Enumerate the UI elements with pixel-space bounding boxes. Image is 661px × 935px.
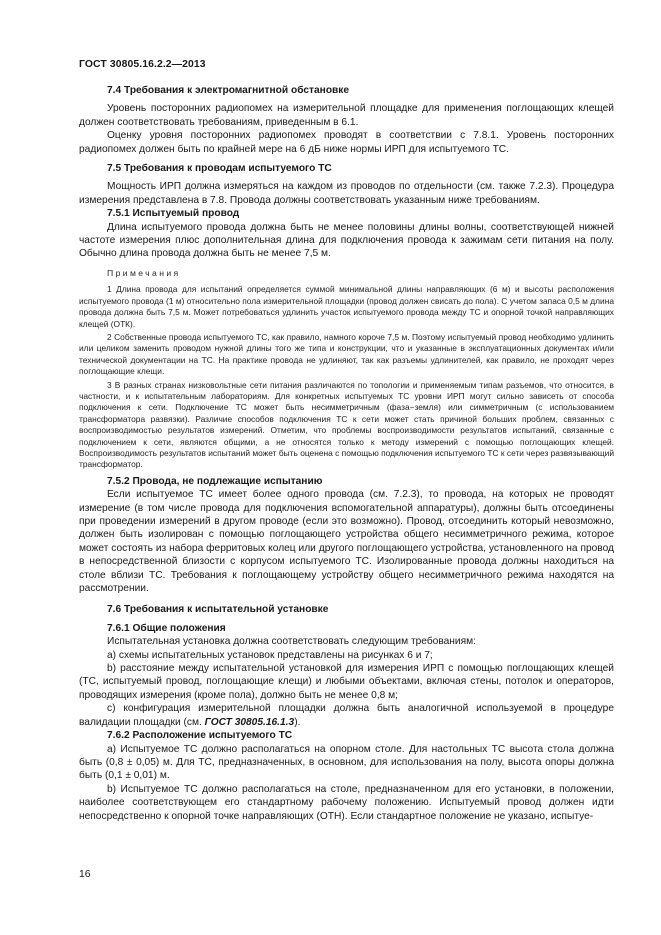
subsection-7-6-1-item-b: b) расстояние между испытательной установкой для измерения ИРП с помощью поглощающих клещей (ТС, испытуемый провод, поглощающие клещи) и любыми объектами, включая стены, потолок и операторов, проводящих измерения (кроме пола), должно быть не менее 0,8 м; [79,663,614,701]
subsection-7-6-1-item-a: а) схемы испытательных установок представлены на рисунках 6 и 7; [107,649,433,661]
section-7-4-paragraph-1: Уровень посторонних радиопомех на измерительной площадке для применения поглощающих клещей должен соответствовать требованиям, приведенным в 6.1. [79,103,614,128]
document-header-code: ГОСТ 30805.16.2.2—2013 [79,59,206,70]
section-7-4-paragraph-2: Оценку уровня посторонних радиопомех проводят в соответствии с 7.8.1. Уровень посторонних радиопомех должен быть по крайней мере на 6 дБ ниже нормы ИРП для испытуемого ТС. [79,130,614,155]
subsection-7-6-1-heading: 7.6.1 Общие положения [107,622,226,634]
section-7-4-heading: 7.4 Требования к электромагнитной обстановке [107,85,350,96]
subsection-7-6-2-item-a: а) Испытуемое ТС должно располагаться на опорном столе. Для настольных ТС высота стола должна быть (0,8 ± 0,05) м. Для ТС, предназначенных, в основном, для использования на полу, высота опоры должна быть (0,1 ± 0,01) м. [79,743,614,782]
notes-heading: Примечания [107,267,181,278]
subsection-7-6-2-heading: 7.6.2 Расположение испытуемого ТС [107,730,293,742]
subsection-7-5-2-heading: 7.5.2 Провода, не подлежащие испытанию [107,475,323,487]
section-7-5-paragraph-1: Мощность ИРП должна измеряться на каждом из проводов по отдельности (см. также 7.2.3). Процедура измерения представлена в 7.8. Провода должны соответствовать указанным ниже требованиям. [79,181,614,206]
subsection-7-5-1-paragraph-1: Длина испытуемого провода должна быть не менее половины длины волны, соответствующей нижней частоте измерения плюс дополнительная длина для подключения провода к зажимам сети питания на полу. Обычно длина провода должна быть не менее 7,5 м. [79,221,614,260]
document-body [79,84,614,823]
section-7-6-heading: 7.6 Требования к испытательной установке [107,604,329,616]
subsection-7-5-1-heading: 7.5.1 Испытуемый провод [107,208,240,220]
item-c-text-suffix: ). [294,716,301,728]
subsection-7-6-2-item-b: b) Испытуемое ТС должно располагаться на столе, предназначенном для его установки, в положении, наиболее соответствующем его стандартному рабочему положению. Испытуемый провод должен идти непосредственно к опорной точке направляющих (ОТН). Если стандартное положение не указано, испытуе- [79,783,614,822]
section-7-5-heading: 7.5 Требования к проводам испытуемого ТС [107,163,332,175]
gost-reference-link: ГОСТ 30805.16.1.3 [204,716,295,728]
note-3: 3 В разных странах низковольтные сети питания различаются по топологии и применяемым типам разъемов, что относится, в частности, и к испытательным лабораториям. Для конкретных испытуемых ТС уровни ИРП могут сильно зависеть от способа подключения к сети. Подключение ТС может быть несимметричным (фаза−земля) или симметричным (с использованием трансформатора развязки). Различие способов подключения ТС к сети может стать причиной больших проблем, связанных с воспроизводимостью результатов измерений. Отметим, что проблемы воспроизводимости результатов испытаний, связанные с подключением к сети, являются общими, а не относятся только к методу измерений с помощью поглощающих клещей. Воспроизводимость результатов испытаний может быть оценена с помощью подключения испытуемого ТС к сети через развязывающий трансформатор. [79,379,614,470]
item-c-text-prefix: с) конфигурация измерительной площадки должна быть аналогичной используемой в процедуре валидации площадки (см. [79,703,614,728]
note-2: 2 Собственные провода испытуемого ТС, как правило, намного короче 7,5 м. Поэтому испытуемый провод необходимо удлинить или целиком заменить проводом нужной длины того же типа и конструкции, что и указанные в эксплуатационных документах и/или технической документации на ТС. На практике провода не удлиняют, так как разъемы удлинителей, как правило, не проходят через поглощающие клещи. [79,331,614,377]
subsection-7-6-1-paragraph-1: Испытательная установка должна соответствовать следующим требованиям: [107,636,476,648]
subsection-7-5-2-paragraph-1: Если испытуемое ТС имеет более одного провода (см. 7.2.3), то провода, на которых не проводят измерение (в том числе провода для подключения вспомогательной аппаратуры), должны быть отсоединены при проведении измерений в другом проводе (если это возможно). Провод, отсоединить который невозможно, должен быть изолирован с помощью поглощающего устройства общего несимметричного режима, которое может состоять из набора ферритовых колец или другого поглощающего устройства, установленного на провод в непосредственной близости с корпусом испытуемого ТС. Изолированные провода должны находиться на столе вблизи ТС. Требования к поглощающему устройству общего несимметричного режима находятся на рассмотрении. [79,489,614,595]
page-number: 16 [79,869,91,880]
subsection-7-6-1-item-c [79,702,614,729]
note-1: 1 Длина провода для испытаний определяется суммой минимальной длины направляющих (6 м) и высоты расположения испытуемого провода (1 м) относительно пола измерительной площадки (провод должен свисать до пола). С учетом запаса 0,5 м длина провода должна быть 7,5 м. Может потребоваться удлинить участок испытуемого провода между ТС и опорной точкой направляющих клещей (ОТК). [79,284,614,329]
